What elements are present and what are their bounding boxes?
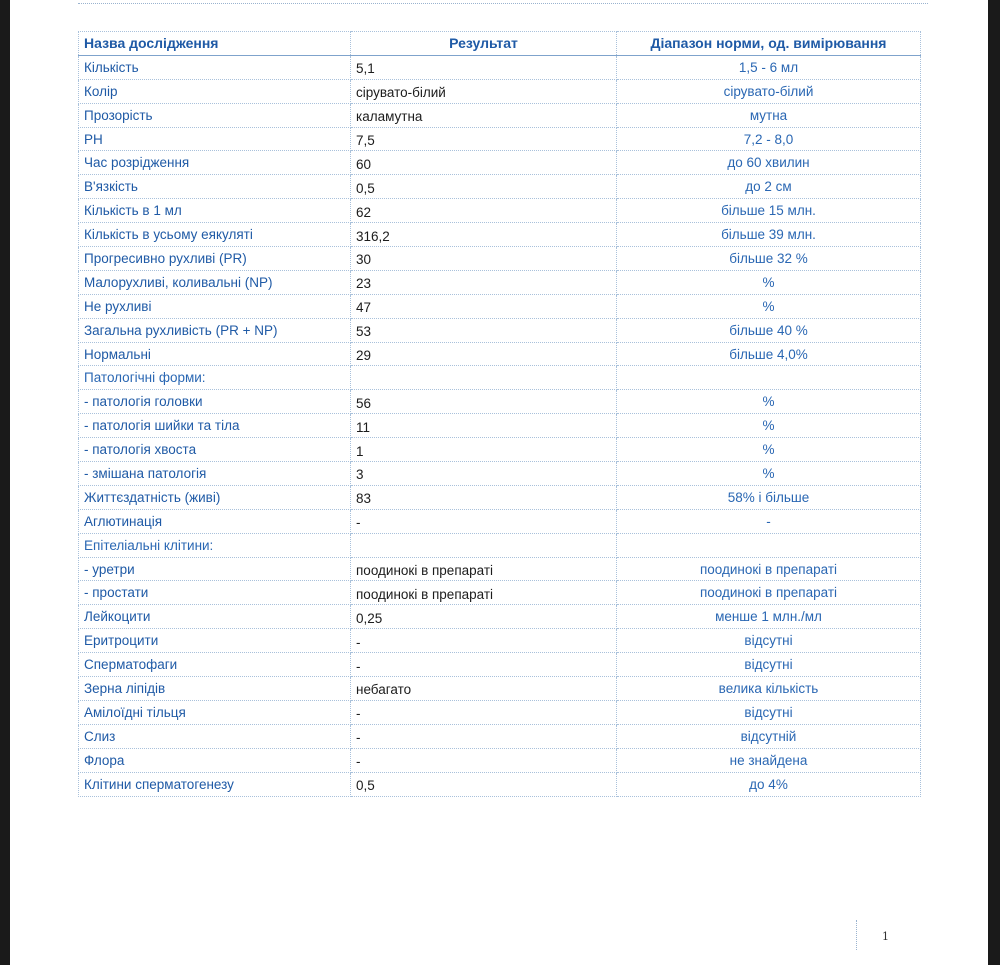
column-header-name: Назва дослідження xyxy=(79,32,351,56)
row-name: В'язкість xyxy=(79,175,351,199)
row-range: 58% і більше xyxy=(617,485,921,509)
row-name: PH xyxy=(79,127,351,151)
row-result: сірувато-білий xyxy=(351,79,617,103)
table-row xyxy=(79,724,921,748)
table-row xyxy=(79,318,921,342)
row-range xyxy=(617,533,921,557)
table-row xyxy=(79,605,921,629)
table-row xyxy=(79,772,921,796)
row-name: Еритроцити xyxy=(79,629,351,653)
row-range: до 4% xyxy=(617,772,921,796)
table-row xyxy=(79,247,921,271)
row-name: Слиз xyxy=(79,724,351,748)
row-name: Флора xyxy=(79,748,351,772)
table-row xyxy=(79,438,921,462)
row-name: Нормальні xyxy=(79,342,351,366)
table-row xyxy=(79,342,921,366)
row-result: - xyxy=(351,724,617,748)
table-row xyxy=(79,653,921,677)
row-name: - патологія хвоста xyxy=(79,438,351,462)
table-row xyxy=(79,151,921,175)
row-name: - змішана патологія xyxy=(79,462,351,486)
row-name: Патологічні форми: xyxy=(79,366,351,390)
row-range: відсутні xyxy=(617,629,921,653)
table-row xyxy=(79,485,921,509)
row-range: більше 40 % xyxy=(617,318,921,342)
table-row xyxy=(79,629,921,653)
row-range: більше 4,0% xyxy=(617,342,921,366)
row-range: % xyxy=(617,414,921,438)
row-result: 0,5 xyxy=(351,175,617,199)
row-result: 7,5 xyxy=(351,127,617,151)
row-name: Прозорість xyxy=(79,103,351,127)
row-result: 60 xyxy=(351,151,617,175)
table-row xyxy=(79,55,921,79)
row-name: Кількість в усьому еякуляті xyxy=(79,223,351,247)
row-name: Колір xyxy=(79,79,351,103)
row-range: % xyxy=(617,462,921,486)
row-range: велика кількість xyxy=(617,677,921,701)
row-result: 23 xyxy=(351,270,617,294)
row-result: 30 xyxy=(351,247,617,271)
row-result: 316,2 xyxy=(351,223,617,247)
table-row xyxy=(79,557,921,581)
row-name: Кількість xyxy=(79,55,351,79)
table-row xyxy=(79,748,921,772)
row-name: Прогресивно рухливі (PR) xyxy=(79,247,351,271)
row-result: поодинокі в препараті xyxy=(351,557,617,581)
row-name: - простати xyxy=(79,581,351,605)
row-result: 1 xyxy=(351,438,617,462)
table-row xyxy=(79,581,921,605)
table-row xyxy=(79,223,921,247)
row-name: - уретри xyxy=(79,557,351,581)
row-result: 11 xyxy=(351,414,617,438)
table-row xyxy=(79,366,921,390)
row-name: Загальна рухливість (PR + NP) xyxy=(79,318,351,342)
page-number-marker xyxy=(856,920,857,950)
row-name: Епітеліальні клітини: xyxy=(79,533,351,557)
row-result: поодинокі в препараті xyxy=(351,581,617,605)
table-row xyxy=(79,533,921,557)
table-row xyxy=(79,509,921,533)
row-name: Амілоїдні тільця xyxy=(79,700,351,724)
row-name: Кількість в 1 мл xyxy=(79,199,351,223)
table-row xyxy=(79,175,921,199)
row-result: небагато xyxy=(351,677,617,701)
row-range xyxy=(617,366,921,390)
row-range: мутна xyxy=(617,103,921,127)
row-name: - патологія головки xyxy=(79,390,351,414)
row-result: 53 xyxy=(351,318,617,342)
row-range: % xyxy=(617,438,921,462)
table-row xyxy=(79,270,921,294)
row-range: більше 15 млн. xyxy=(617,199,921,223)
row-result: 62 xyxy=(351,199,617,223)
table-row xyxy=(79,700,921,724)
column-header-range: Діапазон норми, од. вимірювання xyxy=(617,32,921,56)
row-range: відсутні xyxy=(617,700,921,724)
table-row xyxy=(79,390,921,414)
table-row xyxy=(79,294,921,318)
row-range: % xyxy=(617,294,921,318)
top-divider xyxy=(78,0,928,4)
row-range: поодинокі в препараті xyxy=(617,581,921,605)
row-name: Аглютинація xyxy=(79,509,351,533)
row-range: відсутні xyxy=(617,653,921,677)
row-result: - xyxy=(351,700,617,724)
results-table xyxy=(78,31,921,797)
row-range: % xyxy=(617,270,921,294)
row-range: менше 1 млн./мл xyxy=(617,605,921,629)
table-row xyxy=(79,79,921,103)
table-row xyxy=(79,414,921,438)
page-number: 1 xyxy=(882,930,889,943)
row-name: Не рухливі xyxy=(79,294,351,318)
row-result: 47 xyxy=(351,294,617,318)
row-range: 7,2 - 8,0 xyxy=(617,127,921,151)
row-range: 1,5 - 6 мл xyxy=(617,55,921,79)
row-name: Клітини сперматогенезу xyxy=(79,772,351,796)
row-name: Життєздатність (живі) xyxy=(79,485,351,509)
row-result: - xyxy=(351,629,617,653)
row-result: 29 xyxy=(351,342,617,366)
row-range: сірувато-білий xyxy=(617,79,921,103)
row-range: - xyxy=(617,509,921,533)
row-name: Лейкоцити xyxy=(79,605,351,629)
row-result: 0,25 xyxy=(351,605,617,629)
column-header-result: Результат xyxy=(351,32,617,56)
document-page xyxy=(10,0,988,965)
table-row xyxy=(79,103,921,127)
row-range: до 60 хвилин xyxy=(617,151,921,175)
row-result: 56 xyxy=(351,390,617,414)
row-name: - патологія шийки та тіла xyxy=(79,414,351,438)
row-result xyxy=(351,366,617,390)
row-range: більше 32 % xyxy=(617,247,921,271)
row-name: Сперматофаги xyxy=(79,653,351,677)
row-range: поодинокі в препараті xyxy=(617,557,921,581)
row-range: до 2 см xyxy=(617,175,921,199)
row-range: не знайдена xyxy=(617,748,921,772)
table-row xyxy=(79,127,921,151)
row-result: 0,5 xyxy=(351,772,617,796)
row-result: 3 xyxy=(351,462,617,486)
row-range: % xyxy=(617,390,921,414)
row-result: 5,1 xyxy=(351,55,617,79)
row-range: відсутній xyxy=(617,724,921,748)
window-edge xyxy=(988,0,1000,965)
row-result xyxy=(351,533,617,557)
row-result: - xyxy=(351,653,617,677)
row-result: - xyxy=(351,748,617,772)
row-name: Малорухливі, коливальні (NP) xyxy=(79,270,351,294)
row-range: більше 39 млн. xyxy=(617,223,921,247)
row-name: Час розрідження xyxy=(79,151,351,175)
table-header-row xyxy=(79,32,921,56)
table-row xyxy=(79,199,921,223)
row-name: Зерна ліпідів xyxy=(79,677,351,701)
row-result: 83 xyxy=(351,485,617,509)
table-row xyxy=(79,462,921,486)
row-result: каламутна xyxy=(351,103,617,127)
row-result: - xyxy=(351,509,617,533)
table-row xyxy=(79,677,921,701)
